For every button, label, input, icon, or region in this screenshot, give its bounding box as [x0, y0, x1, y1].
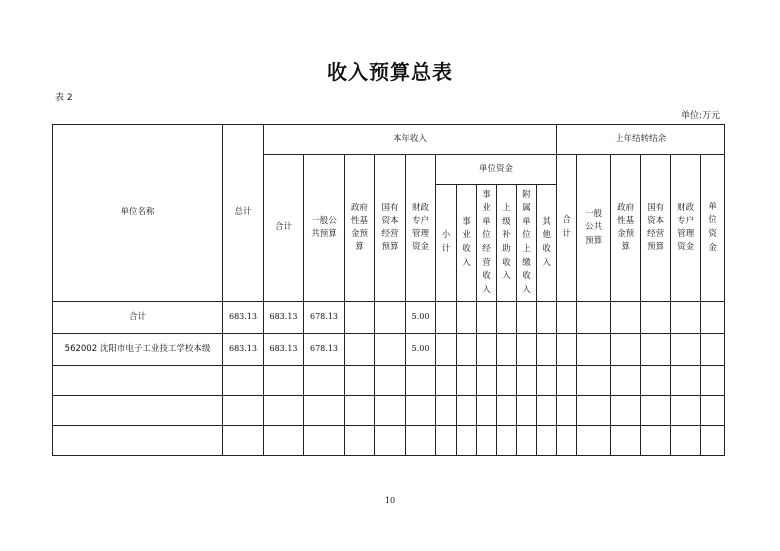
row-cell: [497, 302, 517, 334]
row-cell: [406, 396, 436, 426]
header-cur-gov-fund: 政府性基金预算: [345, 155, 375, 302]
table-row: [53, 302, 725, 334]
row-cell: [641, 334, 671, 366]
row-cell: [457, 334, 477, 366]
header-uf-business: 事业收入: [457, 185, 477, 302]
row-cell: [537, 366, 557, 396]
row-cell: [406, 366, 436, 396]
row-cell: [497, 426, 517, 456]
row-cell: [537, 396, 557, 426]
row-cell: [477, 366, 497, 396]
header-cur-fiscal-special: 财政专户管理资金: [406, 155, 436, 302]
row-cur-subtotal: 683.13: [264, 302, 304, 334]
header-row-main: [53, 125, 725, 155]
row-name: 562002 沈阳市电子工业技工学校本级: [53, 334, 223, 366]
header-uf-affiliated: 附属单位上缴收入: [517, 185, 537, 302]
header-prior-carryover: 上年结转结余: [557, 125, 725, 155]
header-uf-superior: 上级补助收入: [497, 185, 517, 302]
header-cur-subtotal: 合计: [264, 155, 304, 302]
row-cell: [436, 334, 457, 366]
header-unit-name: 单位名称: [53, 125, 223, 302]
row-cell: [701, 366, 725, 396]
row-cell: [477, 396, 497, 426]
header-uf-other: 其他收入: [537, 185, 557, 302]
row-cell: [436, 366, 457, 396]
row-cell: [641, 302, 671, 334]
row-cell: [611, 366, 641, 396]
row-cell: [345, 366, 375, 396]
row-cell: [537, 302, 557, 334]
row-cell: [611, 396, 641, 426]
page-number: 10: [384, 496, 396, 505]
row-name: 合计: [53, 302, 223, 334]
table-row-empty: [53, 366, 725, 396]
row-cell: [457, 426, 477, 456]
row-cell: [53, 366, 223, 396]
row-cell: [611, 334, 641, 366]
income-budget-table: [52, 124, 725, 456]
row-cell: [477, 302, 497, 334]
row-cell: [223, 396, 264, 426]
row-cur-subtotal: 683.13: [264, 334, 304, 366]
row-cell: [304, 366, 345, 396]
header-uf-biz-unit: 事业单位经营收入: [477, 185, 497, 302]
unit-label: 单位:万元: [680, 111, 720, 121]
row-cell: [436, 302, 457, 334]
row-cell: [375, 396, 406, 426]
header-uf-subtotal: 小计: [436, 185, 457, 302]
row-cell: [375, 334, 406, 366]
row-cell: [457, 396, 477, 426]
row-total: 683.13: [223, 302, 264, 334]
row-cell: [641, 426, 671, 456]
row-cell: [457, 366, 477, 396]
header-co-general: 一般公共预算: [577, 155, 611, 302]
table-row-empty: [53, 426, 725, 456]
row-cell: [557, 396, 577, 426]
row-cell: [406, 426, 436, 456]
row-cell: [517, 426, 537, 456]
table-number: 表 2: [55, 93, 73, 103]
row-cell: [641, 366, 671, 396]
header-total: 总计: [223, 125, 264, 302]
header-cur-general: 一般公共预算: [304, 155, 345, 302]
page-title: 收入预算总表: [327, 60, 453, 84]
row-cell: [577, 334, 611, 366]
row-cell: [557, 334, 577, 366]
row-cell: [557, 426, 577, 456]
row-cell: [701, 334, 725, 366]
row-cell: [264, 366, 304, 396]
header-unit-funds: 单位资金: [436, 155, 557, 185]
row-cell: [701, 302, 725, 334]
header-current-income: 本年收入: [264, 125, 557, 155]
row-cell: [701, 396, 725, 426]
row-cell: [436, 396, 457, 426]
table-row: [53, 334, 725, 366]
row-cell: [345, 396, 375, 426]
header-co-subtotal: 合计: [557, 155, 577, 302]
row-cell: [264, 396, 304, 426]
row-cell: [264, 426, 304, 456]
row-cell: [671, 302, 701, 334]
row-cell: [457, 302, 477, 334]
row-cell: [345, 426, 375, 456]
row-cell: [611, 302, 641, 334]
row-cell: [375, 366, 406, 396]
row-cell: [223, 366, 264, 396]
row-cell: [671, 334, 701, 366]
row-cell: [517, 366, 537, 396]
row-cell: [345, 334, 375, 366]
row-cell: [375, 426, 406, 456]
row-cur-general: 678.13: [304, 334, 345, 366]
row-cell: [345, 302, 375, 334]
row-cell: [497, 366, 517, 396]
row-cur-general: 678.13: [304, 302, 345, 334]
row-cell: [577, 302, 611, 334]
row-cell: [671, 366, 701, 396]
row-cell: [497, 396, 517, 426]
row-cell: [577, 396, 611, 426]
row-cell: [477, 426, 497, 456]
header-co-gov-fund: 政府性基金预算: [611, 155, 641, 302]
row-cell: [53, 426, 223, 456]
row-cell: [223, 426, 264, 456]
row-cell: [577, 426, 611, 456]
row-cell: [517, 334, 537, 366]
row-cell: [477, 334, 497, 366]
row-cell: [671, 396, 701, 426]
row-cell: [436, 426, 457, 456]
row-total: 683.13: [223, 334, 264, 366]
row-cell: [304, 426, 345, 456]
row-cell: [375, 302, 406, 334]
header-co-fiscal-special: 财政专户管理资金: [671, 155, 701, 302]
row-cell: [304, 396, 345, 426]
row-cell: [557, 302, 577, 334]
header-co-unit-funds: 单位资金: [701, 155, 725, 302]
row-cell: [517, 396, 537, 426]
row-cur-fiscal-special: 5.00: [406, 334, 436, 366]
row-cell: [577, 366, 611, 396]
row-cell: [701, 426, 725, 456]
row-cell: [671, 426, 701, 456]
row-cell: [557, 366, 577, 396]
row-cur-fiscal-special: 5.00: [406, 302, 436, 334]
row-cell: [641, 396, 671, 426]
row-cell: [537, 334, 557, 366]
header-co-state-capital: 国有资本经营预算: [641, 155, 671, 302]
header-cur-state-capital: 国有资本经营预算: [375, 155, 406, 302]
table-row-empty: [53, 396, 725, 426]
row-cell: [611, 426, 641, 456]
row-cell: [517, 302, 537, 334]
row-cell: [537, 426, 557, 456]
row-cell: [53, 396, 223, 426]
row-cell: [497, 334, 517, 366]
